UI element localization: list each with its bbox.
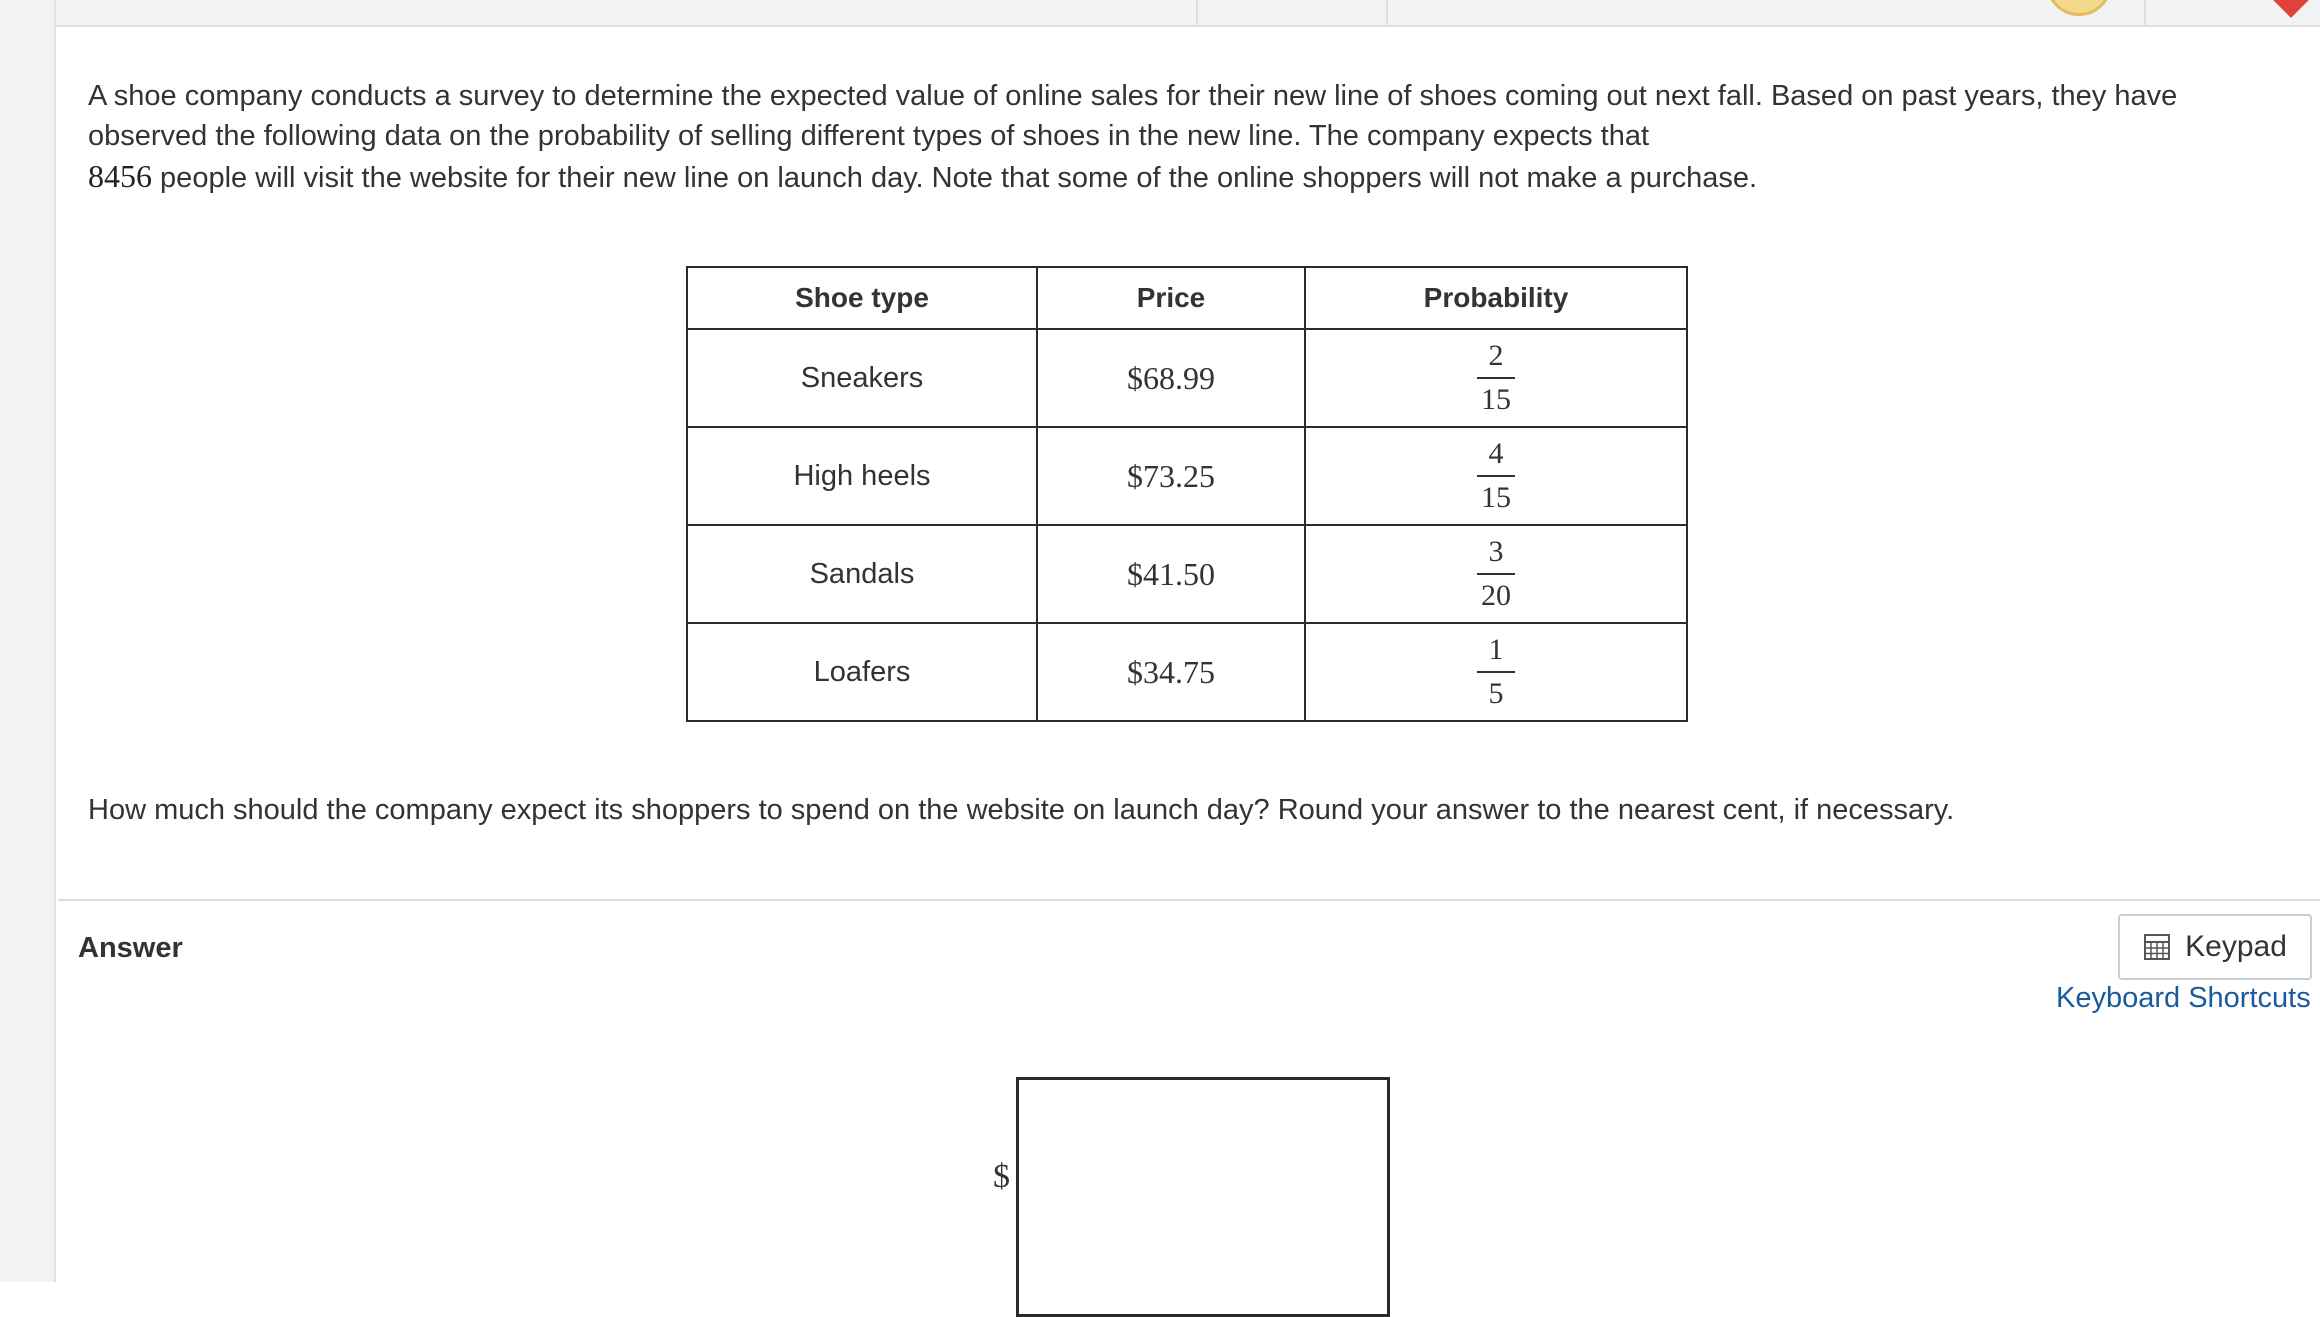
section-divider (58, 899, 2320, 901)
toolbar-divider (1196, 0, 1198, 25)
probability-fraction (1477, 633, 1515, 711)
price-cell: $34.75 (1037, 623, 1305, 721)
currency-symbol: $ (993, 1158, 1010, 1195)
shoe-type-cell: High heels (687, 427, 1037, 525)
price-cell: $68.99 (1037, 329, 1305, 427)
fraction-numerator: 4 (1488, 437, 1504, 470)
probability-cell (1305, 623, 1687, 721)
probability-cell (1305, 329, 1687, 427)
toolbar-divider (2144, 0, 2146, 25)
fraction-bar (1477, 573, 1515, 575)
price-cell: $73.25 (1037, 427, 1305, 525)
fraction-denominator: 15 (1481, 481, 1511, 514)
fraction-bar (1477, 671, 1515, 673)
shoe-type-cell: Sandals (687, 525, 1037, 623)
fraction-numerator: 3 (1488, 535, 1504, 568)
flag-icon[interactable] (2264, 0, 2318, 18)
question-prompt: How much should the company expect its shoppers to spend on the website on launch day? Round your answer to the nearest cent, if necessary. (88, 794, 1955, 826)
top-toolbar (56, 0, 2320, 27)
header-shoe-type: Shoe type (687, 267, 1037, 329)
shoe-type-cell: Loafers (687, 623, 1037, 721)
probability-cell (1305, 427, 1687, 525)
answer-input[interactable] (1016, 1077, 1390, 1317)
problem-intro: A shoe company conducts a survey to determine the expected value of online sales for their new line of shoes coming out next fall. Based on past years, they have observed the following data on the probability of selling different types of shoes in the new line. The company expects that (88, 80, 2178, 152)
probability-fraction (1477, 535, 1515, 613)
left-gutter (0, 0, 56, 1282)
probability-fraction (1477, 339, 1515, 417)
table-row (687, 427, 1687, 525)
probability-fraction (1477, 437, 1515, 515)
keypad-button[interactable] (2118, 914, 2312, 980)
table-row (687, 329, 1687, 427)
answer-label: Answer (78, 932, 183, 964)
fraction-bar (1477, 475, 1515, 477)
table-row (687, 525, 1687, 623)
probability-cell (1305, 525, 1687, 623)
toolbar-divider (1386, 0, 1388, 25)
keyboard-shortcuts-link[interactable]: Keyboard Shortcuts (2056, 982, 2311, 1014)
fraction-denominator: 20 (1481, 579, 1511, 612)
visitor-count: 8456 (88, 158, 152, 194)
shoe-probability-table (686, 266, 1688, 722)
fraction-denominator: 5 (1488, 677, 1504, 710)
fraction-numerator: 2 (1488, 339, 1504, 372)
table-header-row (687, 267, 1687, 329)
problem-statement (88, 76, 2288, 198)
price-cell: $41.50 (1037, 525, 1305, 623)
header-price: Price (1037, 267, 1305, 329)
fraction-denominator: 15 (1481, 383, 1511, 416)
table-row (687, 623, 1687, 721)
calculator-icon (2143, 933, 2171, 961)
header-probability: Probability (1305, 267, 1687, 329)
coin-icon[interactable] (2046, 0, 2112, 16)
shoe-type-cell: Sneakers (687, 329, 1037, 427)
fraction-numerator: 1 (1488, 633, 1504, 666)
keypad-label: Keypad (2185, 930, 2287, 963)
problem-intro-end: people will visit the website for their new line on launch day. Note that some of the online shoppers will not make a purchase. (152, 162, 1758, 194)
fraction-bar (1477, 377, 1515, 379)
